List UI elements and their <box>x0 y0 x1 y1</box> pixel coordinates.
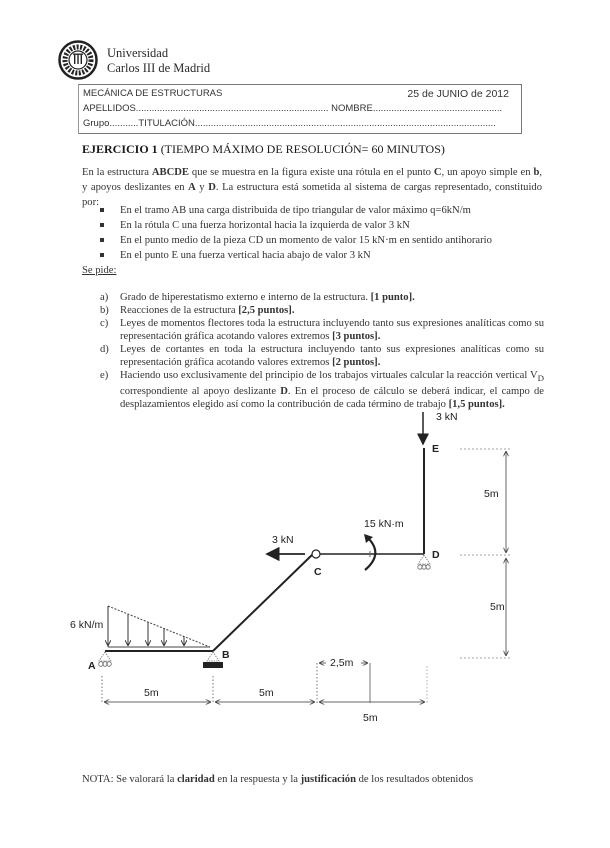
intro-text: y <box>195 182 209 193</box>
intro-bold: b <box>533 167 540 178</box>
dim-BC-label: 5m <box>259 687 274 699</box>
force-C-label: 3 kN <box>272 534 294 546</box>
question-points: [2,5 puntos]. <box>238 305 295 316</box>
dim-half-CD-label: 2,5m <box>330 657 354 669</box>
dim-AB-label: 5m <box>144 687 159 699</box>
note-bold: claridad <box>177 774 215 785</box>
dim-BD-label: 5m <box>490 601 505 613</box>
question-text: Leyes de cortantes en toda la estructura incluyendo tanto sus expresiones analíticas como su representación gráfica acotando valores extremos <box>120 344 544 368</box>
dist-load-label: 6 kN/m <box>70 619 104 631</box>
label-B: B <box>222 649 230 661</box>
university-line-1: Universidad <box>107 46 169 60</box>
hinge-C <box>312 550 320 558</box>
member-BC <box>213 554 313 651</box>
question-text: . En el proceso de cálculo se deberá indicar, el campo de desplazamientos elegido así como la contribución de cada término de trabajo <box>120 386 544 411</box>
intro-bold: ABCDE <box>151 167 189 178</box>
question-points: [3 puntos]. <box>332 331 381 342</box>
intro-text: . La estructura está sometida al sistema de cargas representado, constituido por: <box>82 182 542 208</box>
intro-text: En la estructura <box>82 167 152 178</box>
question-label: d) <box>100 344 109 355</box>
moment-label: 15 kN·m <box>364 518 404 530</box>
load-item: En el punto E una fuerza vertical hacia abajo de valor 3 kN <box>100 248 492 263</box>
intro-bold: D <box>208 182 216 193</box>
label-D: D <box>432 549 440 561</box>
label-A: A <box>88 660 96 672</box>
surname-field[interactable]: APELLIDOS......................................................................... <box>83 103 329 114</box>
intro-bold: C <box>433 167 442 178</box>
question-text: Haciendo uso exclusivamente del principio de los trabajos virtuales calcular la reacción vertical V <box>120 370 538 381</box>
load-item: En el tramo AB una carga distribuida de tipo triangular de valor máximo q=6kN/m <box>100 203 492 218</box>
name-field[interactable]: NOMBRE................................................. <box>331 103 503 114</box>
note-bold: justificación <box>300 774 356 785</box>
load-triangle-edge <box>108 606 210 647</box>
note-text: de los resultados obtenidos <box>355 774 474 785</box>
course-name: MECÁNICA DE ESTRUCTURAS <box>83 88 223 99</box>
group-field[interactable]: Grupo...........TITULACIÓN.................................................................................................................. <box>83 118 496 129</box>
intro-text: , un apoyo simple en <box>441 167 534 178</box>
time-limit: (TIEMPO MÁXIMO DE RESOLUCIÓN= 60 MINUTOS) <box>157 142 445 156</box>
force-E-label: 3 kN <box>436 411 458 423</box>
question-text: Leyes de momentos flectores toda la estructura incluyendo tanto sus expresiones analíticas como su representación gráfica acotando valores extremos <box>120 318 544 342</box>
question-points: [2 puntos]. <box>332 357 381 368</box>
note-text: en la respuesta y la <box>214 774 301 785</box>
question-label: a) <box>100 292 109 303</box>
question-text: Grado de hiperestatismo externo e interno de la estructura. <box>120 292 371 303</box>
footer-note <box>82 774 473 785</box>
label-E: E <box>432 443 440 455</box>
dim-CD-label: 5m <box>363 712 378 724</box>
dim-DE-label: 5m <box>484 488 499 500</box>
question-label: b) <box>100 305 109 316</box>
intro-bold: A <box>188 182 196 193</box>
load-item: En el punto medio de la pieza CD un momento de valor 15 kN·m en sentido antihorario <box>100 233 492 248</box>
exam-date: 25 de JUNIO de 2012 <box>407 88 509 100</box>
note-text: NOTA: Se valorará la <box>82 774 178 785</box>
question-points: [1,5 puntos]. <box>448 399 505 411</box>
university-line-2: Carlos III de Madrid <box>107 61 211 75</box>
load-item: En la rótula C una fuerza horizontal hacia la izquierda de valor 3 kN <box>100 218 492 233</box>
question-bold: D <box>280 386 288 398</box>
label-C: C <box>314 566 322 578</box>
question-text: Reacciones de la estructura <box>120 305 239 316</box>
question-label: e) <box>100 370 109 381</box>
question-subscript: D <box>537 373 544 384</box>
intro-text: , y apoyos deslizantes en <box>82 167 543 193</box>
exercise-number: EJERCICIO 1 <box>82 142 158 156</box>
asks-heading: Se pide: <box>82 265 117 276</box>
question-text: correspondiente al apoyo deslizante <box>120 386 281 398</box>
intro-text: que se muestra en la figura existe una rótula en el punto <box>189 167 434 178</box>
support-B-base <box>203 662 223 668</box>
question-points: [1 punto]. <box>370 292 415 303</box>
question-label: c) <box>100 318 109 329</box>
